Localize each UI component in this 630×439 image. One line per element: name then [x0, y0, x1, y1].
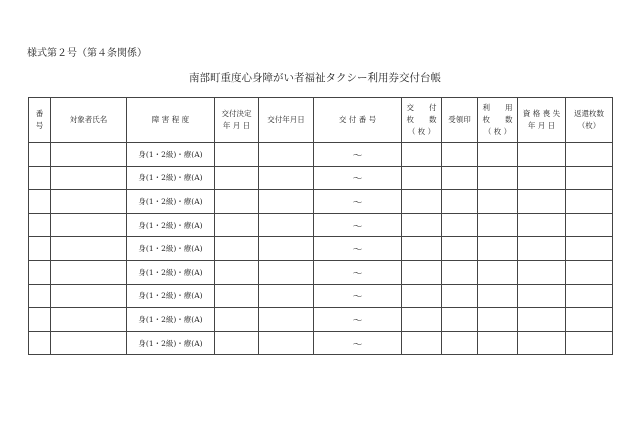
cell-used-count — [478, 308, 518, 332]
header-decision-date — [215, 98, 259, 143]
header-issued-count — [402, 98, 442, 143]
cell-seal — [442, 143, 478, 167]
cell-name — [51, 213, 127, 237]
cell-degree: 身(1・2級)・療(A) — [127, 284, 215, 308]
cell-returned-count — [566, 166, 613, 190]
cell-decision-date — [215, 166, 259, 190]
cell-lost-date — [518, 284, 566, 308]
header-issued-count-line: （ 枚 ） — [407, 127, 436, 136]
cell-issued-count — [402, 260, 442, 284]
cell-name — [51, 166, 127, 190]
header-used-count — [478, 98, 518, 143]
cell-degree: 身(1・2級)・療(A) — [127, 190, 215, 214]
header-number-line: 番 — [35, 109, 44, 118]
header-decision-date-line: 交付決定 — [221, 109, 252, 118]
cell-used-count — [478, 213, 518, 237]
header-used-count-line: （ 枚 ） — [483, 127, 512, 136]
cell-degree: 身(1・2級)・療(A) — [127, 308, 215, 332]
cell-issue-date — [259, 166, 314, 190]
register-body — [29, 143, 613, 355]
table-row — [29, 260, 613, 284]
cell-number — [29, 213, 51, 237]
header-used-count-line: 利 用 — [482, 103, 513, 112]
cell-ticket-number: ～ — [314, 260, 402, 284]
cell-lost-date — [518, 260, 566, 284]
cell-returned-count — [566, 190, 613, 214]
document-title: 南部町重度心身障がい者福祉タクシー利用券交付台帳 — [189, 72, 441, 84]
cell-ticket-number: ～ — [314, 143, 402, 167]
cell-number — [29, 237, 51, 261]
cell-number — [29, 308, 51, 332]
cell-ticket-number: ～ — [314, 237, 402, 261]
cell-lost-date — [518, 237, 566, 261]
register-table — [28, 97, 613, 355]
cell-decision-date — [215, 331, 259, 355]
cell-degree: 身(1・2級)・療(A) — [127, 237, 215, 261]
cell-decision-date — [215, 284, 259, 308]
cell-used-count — [478, 143, 518, 167]
header-issued-count-line: 交 付 — [406, 103, 437, 112]
header-number — [29, 98, 51, 143]
header-name: 対象者氏名 — [51, 98, 127, 143]
cell-returned-count — [566, 237, 613, 261]
cell-name — [51, 237, 127, 261]
header-returned-count-line: （枚） — [577, 121, 601, 130]
cell-used-count — [478, 331, 518, 355]
cell-decision-date — [215, 308, 259, 332]
cell-returned-count — [566, 284, 613, 308]
cell-issued-count — [402, 284, 442, 308]
cell-issued-count — [402, 308, 442, 332]
table-row — [29, 331, 613, 355]
cell-degree: 身(1・2級)・療(A) — [127, 166, 215, 190]
cell-returned-count — [566, 143, 613, 167]
cell-seal — [442, 308, 478, 332]
cell-issued-count — [402, 213, 442, 237]
table-row — [29, 237, 613, 261]
cell-issued-count — [402, 190, 442, 214]
cell-lost-date — [518, 166, 566, 190]
cell-lost-date — [518, 190, 566, 214]
header-returned-count — [566, 98, 613, 143]
cell-issued-count — [402, 331, 442, 355]
cell-ticket-number: ～ — [314, 308, 402, 332]
cell-returned-count — [566, 331, 613, 355]
cell-name — [51, 284, 127, 308]
cell-seal — [442, 166, 478, 190]
cell-name — [51, 260, 127, 284]
cell-lost-date — [518, 331, 566, 355]
cell-name — [51, 331, 127, 355]
cell-name — [51, 190, 127, 214]
header-lost-date-line: 年 月 日 — [527, 121, 556, 130]
header-issue-date: 交付年月日 — [259, 98, 314, 143]
cell-lost-date — [518, 213, 566, 237]
header-degree: 障 害 程 度 — [127, 98, 215, 143]
cell-ticket-number: ～ — [314, 213, 402, 237]
cell-lost-date — [518, 308, 566, 332]
cell-used-count — [478, 190, 518, 214]
cell-issue-date — [259, 237, 314, 261]
cell-returned-count — [566, 308, 613, 332]
cell-number — [29, 166, 51, 190]
header-row — [29, 98, 613, 143]
cell-returned-count — [566, 260, 613, 284]
cell-decision-date — [215, 143, 259, 167]
cell-issue-date — [259, 143, 314, 167]
cell-degree: 身(1・2級)・療(A) — [127, 213, 215, 237]
header-number-line: 号 — [35, 121, 44, 130]
cell-issue-date — [259, 308, 314, 332]
cell-issue-date — [259, 284, 314, 308]
header-used-count-line: 枚 数 — [482, 115, 513, 124]
cell-issue-date — [259, 213, 314, 237]
cell-ticket-number: ～ — [314, 284, 402, 308]
cell-used-count — [478, 237, 518, 261]
cell-decision-date — [215, 213, 259, 237]
table-row — [29, 166, 613, 190]
header-ticket-number: 交 付 番 号 — [314, 98, 402, 143]
cell-used-count — [478, 284, 518, 308]
cell-used-count — [478, 166, 518, 190]
table-row — [29, 190, 613, 214]
cell-issue-date — [259, 331, 314, 355]
form-label: 様式第２号（第４条関係） — [27, 48, 147, 59]
cell-decision-date — [215, 260, 259, 284]
cell-ticket-number: ～ — [314, 331, 402, 355]
cell-ticket-number: ～ — [314, 190, 402, 214]
cell-issued-count — [402, 166, 442, 190]
cell-used-count — [478, 260, 518, 284]
cell-name — [51, 143, 127, 167]
header-returned-count-line: 返還枚数 — [574, 109, 604, 118]
cell-lost-date — [518, 143, 566, 167]
cell-returned-count — [566, 213, 613, 237]
cell-ticket-number: ～ — [314, 166, 402, 190]
cell-number — [29, 331, 51, 355]
cell-number — [29, 260, 51, 284]
header-decision-date-line: 年 月 日 — [222, 121, 251, 130]
table-row — [29, 213, 613, 237]
cell-seal — [442, 260, 478, 284]
cell-seal — [442, 190, 478, 214]
cell-seal — [442, 284, 478, 308]
cell-issue-date — [259, 190, 314, 214]
cell-issue-date — [259, 260, 314, 284]
cell-decision-date — [215, 190, 259, 214]
cell-seal — [442, 213, 478, 237]
cell-issued-count — [402, 143, 442, 167]
cell-degree: 身(1・2級)・療(A) — [127, 143, 215, 167]
cell-seal — [442, 237, 478, 261]
header-seal: 受領印 — [442, 98, 478, 143]
table-row — [29, 284, 613, 308]
cell-degree: 身(1・2級)・療(A) — [127, 260, 215, 284]
cell-number — [29, 143, 51, 167]
header-lost-date — [518, 98, 566, 143]
cell-name — [51, 308, 127, 332]
cell-seal — [442, 331, 478, 355]
cell-number — [29, 284, 51, 308]
header-lost-date-line: 資 格 喪 失 — [522, 109, 561, 118]
cell-issued-count — [402, 237, 442, 261]
cell-decision-date — [215, 237, 259, 261]
cell-number — [29, 190, 51, 214]
cell-degree: 身(1・2級)・療(A) — [127, 331, 215, 355]
table-row — [29, 308, 613, 332]
table-row — [29, 143, 613, 167]
header-issued-count-line: 枚 数 — [406, 115, 437, 124]
